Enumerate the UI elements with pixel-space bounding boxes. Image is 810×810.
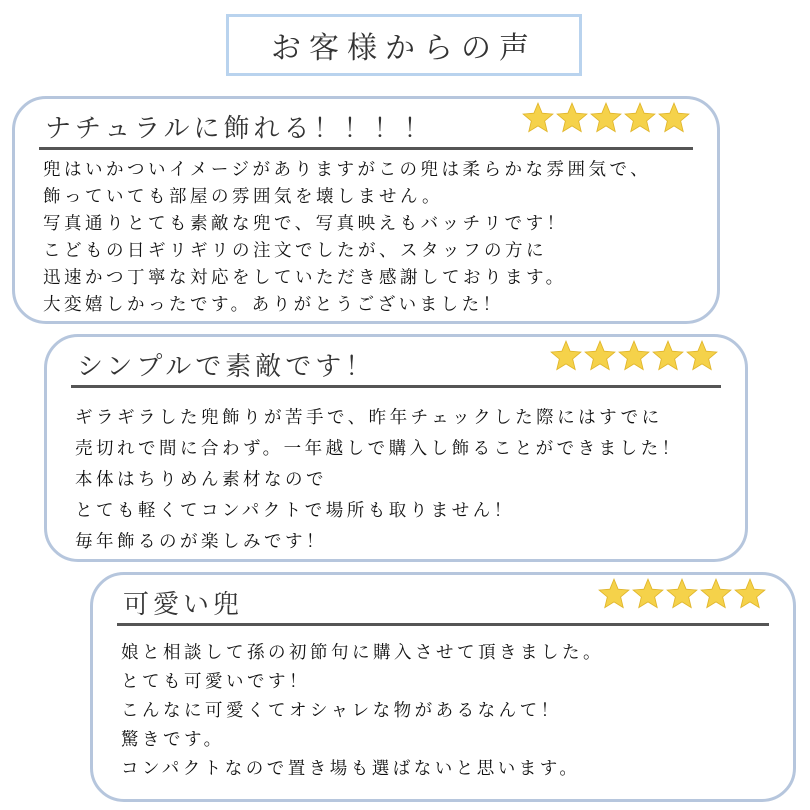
star-icon xyxy=(555,101,589,135)
star-icon xyxy=(657,101,691,135)
review-header xyxy=(117,575,769,626)
review-line: コンパクトなので置き場も選ばないと思います。 xyxy=(121,759,581,779)
review-card-3 xyxy=(90,572,796,802)
review-title: シンプルで素敵です！ xyxy=(77,352,376,382)
star-icon xyxy=(631,577,665,611)
review-line: 毎年飾るのが楽しみです！ xyxy=(75,532,327,552)
review-card-1 xyxy=(12,96,720,324)
review-text xyxy=(121,639,773,784)
review-line: 大変嬉しかったです。ありがとうございました！ xyxy=(43,295,504,315)
review-line: こどもの日ギリギリの注文でしたが、スタッフの方に xyxy=(43,241,547,261)
review-line: 娘と相談して孫の初節句に購入させて頂きました。 xyxy=(121,643,604,663)
review-line: 売切れで間に合わず。一年越しで購入し飾ることができました！ xyxy=(75,439,683,459)
review-header xyxy=(39,99,693,150)
star-icon xyxy=(651,339,685,373)
star-icon xyxy=(699,577,733,611)
review-text xyxy=(43,157,697,319)
star-icon xyxy=(685,339,719,373)
review-line: とても可愛いです！ xyxy=(121,672,310,692)
star-icon xyxy=(733,577,767,611)
review-line: 飾っていても部屋の雰囲気を壊しません。 xyxy=(43,187,444,207)
star-icon xyxy=(623,101,657,135)
review-line: 迅速かつ丁寧な対応をしていただき感謝しております。 xyxy=(43,268,567,288)
star-icon xyxy=(597,577,631,611)
review-header xyxy=(71,337,721,388)
star-icon xyxy=(521,101,555,135)
review-title: 可愛い兜 xyxy=(123,590,244,620)
review-line: 写真通りとても素敵な兜で、写真映えもバッチリです！ xyxy=(43,214,568,234)
star-icon xyxy=(665,577,699,611)
rating-stars xyxy=(549,339,719,373)
review-line: 本体はちりめん素材なので xyxy=(75,470,327,490)
rating-stars xyxy=(521,101,691,135)
page-title: お客様からの声 xyxy=(226,14,582,76)
review-line: 驚きです。 xyxy=(121,730,225,750)
star-icon xyxy=(583,339,617,373)
review-line: こんなに可愛くてオシャレな物があるなんて！ xyxy=(121,701,562,721)
review-title: ナチュラルに飾れる！！！！ xyxy=(45,114,434,144)
review-line: ギラギラした兜飾りが苦手で、昨年チェックした際にはすでに xyxy=(75,408,663,428)
review-line: とても軽くてコンパクトで場所も取りません！ xyxy=(75,501,515,521)
rating-stars xyxy=(597,577,767,611)
review-text xyxy=(75,403,725,558)
review-line: 兜はいかついイメージがありますがこの兜は柔らかな雰囲気で、 xyxy=(43,160,652,180)
star-icon xyxy=(617,339,651,373)
review-card-2 xyxy=(44,334,748,562)
star-icon xyxy=(589,101,623,135)
star-icon xyxy=(549,339,583,373)
